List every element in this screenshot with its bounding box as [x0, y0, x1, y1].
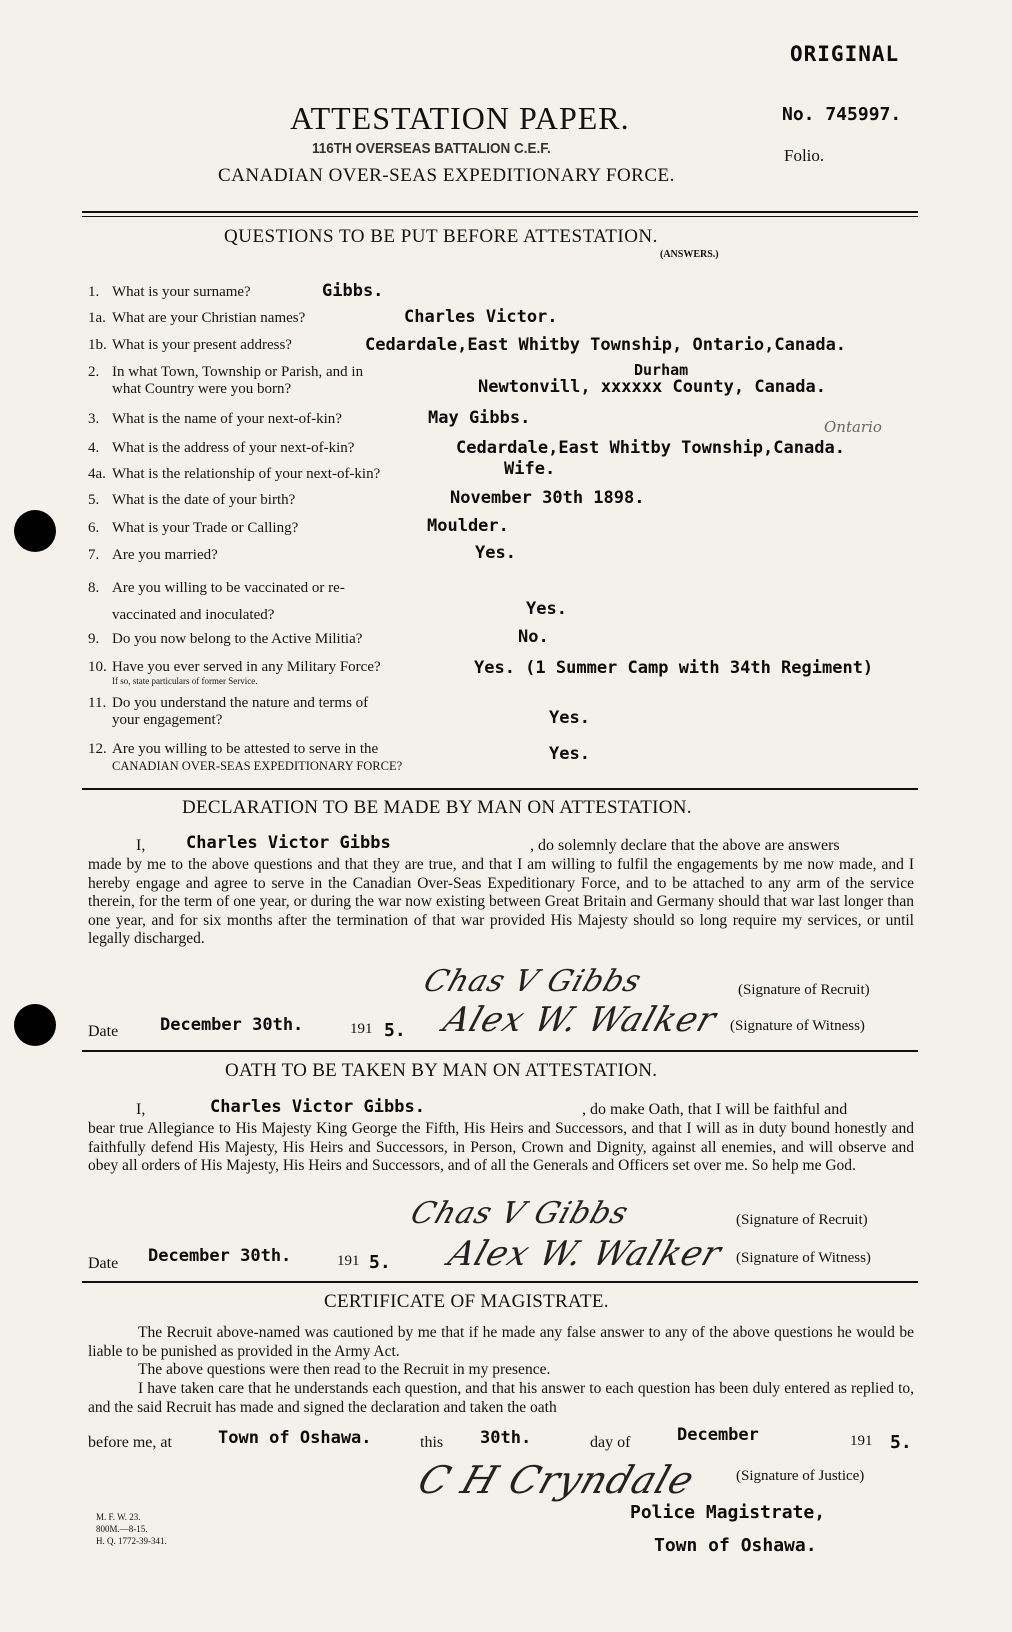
- magistrate-title-2: Town of Oshawa.: [654, 1535, 817, 1556]
- question-9: 9. Do you now belong to the Active Militia?: [88, 631, 363, 647]
- oath-rule: [82, 1281, 918, 1283]
- declaration-year-suffix: 5.: [384, 1020, 406, 1041]
- answer-4: Cedardale,East Whitby Township,Canada.: [456, 438, 845, 458]
- answer-9: No.: [518, 627, 549, 647]
- magistrate-day-of: day of: [590, 1434, 631, 1451]
- question-11: 11. Do you understand the nature and terms of your engagement?: [88, 695, 369, 728]
- justice-signature: C H Cryndale: [412, 1458, 701, 1502]
- answer-2-above: Durham: [634, 361, 689, 379]
- form-title: ATTESTATION PAPER.: [290, 100, 630, 136]
- question-4: 4. What is the address of your next-of-kin?: [88, 440, 355, 456]
- force-name: CANADIAN OVER-SEAS EXPEDITIONARY FORCE.: [218, 165, 675, 186]
- answer-1: Gibbs.: [322, 281, 384, 301]
- declaration-i: I,: [136, 837, 146, 854]
- magistrate-year-prefix: 191: [850, 1433, 873, 1449]
- declaration-recruit-signature: Chas V Gibbs: [419, 964, 647, 999]
- answer-11: Yes.: [549, 708, 590, 728]
- magistrate-this: this: [420, 1434, 444, 1451]
- oath-i: I,: [136, 1101, 146, 1118]
- folio-label: Folio.: [784, 146, 825, 165]
- answer-4a: Wife.: [504, 459, 556, 479]
- answer-10: Yes. (1 Summer Camp with 34th Regiment): [474, 658, 874, 678]
- declaration-year-prefix: 191: [350, 1021, 373, 1037]
- question-1: 1. What is your surname?: [88, 284, 251, 300]
- questions-rule: [82, 788, 918, 790]
- declaration-witness-label: (Signature of Witness): [730, 1018, 865, 1034]
- punch-hole-top: [14, 510, 56, 552]
- header-rule-2: [82, 216, 918, 217]
- oath-year-prefix: 191: [337, 1253, 360, 1269]
- declaration-body: made by me to the above questions and that they are true, and that I am willing to fulfil the engagements by me now made, and I hereby engage and agree to serve in the Canadian Over-Seas Expeditionary Force, and to be attached to any arm of the service therein, for the term of one year, or during the war now existing between Great Britain and Germany should that war last longer than one year, and for six months after the termination of that war provided His Majesty should so long require my services, or until legally discharged.: [88, 856, 914, 948]
- declaration-recruit-label: (Signature of Recruit): [738, 982, 870, 998]
- answer-7: Yes.: [475, 543, 516, 563]
- justice-label: (Signature of Justice): [736, 1468, 865, 1484]
- regimental-number: No. 745997.: [782, 104, 902, 125]
- declaration-date-value: December 30th.: [160, 1015, 304, 1035]
- question-10: 10. Have you ever served in any Military Force? $^{If so, state particulars of former Service.}$: [88, 659, 381, 686]
- question-12: 12. Are you willing to be attested to serve in the CANADIAN OVER-SEAS EXPEDITIONARY FORCE?: [88, 741, 403, 773]
- answer-1b: Cedardale,East Whitby Township, Ontario,Canada.: [365, 335, 847, 355]
- question-7: 7. Are you married?: [88, 547, 218, 563]
- oath-heading: OATH TO BE TAKEN BY MAN ON ATTESTATION.: [225, 1060, 658, 1081]
- magistrate-title-1: Police Magistrate,: [630, 1502, 826, 1523]
- footer-print-run: 800M.—8-15.: [96, 1524, 148, 1534]
- oath-witness-signature: Alex W. Walker: [443, 1234, 727, 1274]
- declaration-witness-signature: Alex W. Walker: [438, 1000, 722, 1040]
- oath-recruit-label: (Signature of Recruit): [736, 1212, 868, 1228]
- magistrate-place: Town of Oshawa.: [218, 1428, 372, 1448]
- question-1a: 1a. What are your Christian names?: [88, 310, 306, 326]
- battalion-stamp: 116TH OVERSEAS BATTALION C.E.F.: [312, 140, 551, 157]
- question-8: 8. Are you willing to be vaccinated or re- vaccinated and inoculated?: [88, 580, 345, 623]
- oath-recruit-signature: Chas V Gibbs: [406, 1196, 634, 1231]
- oath-line1: , do make Oath, that I will be faithful and: [582, 1101, 848, 1118]
- oath-date-value: December 30th.: [148, 1246, 292, 1266]
- magistrate-p2: The above questions were then read to the Recruit in my presence.: [138, 1361, 551, 1378]
- answer-1a: Charles Victor.: [404, 307, 558, 327]
- answer-8: Yes.: [526, 599, 567, 619]
- answer-4-above: Ontario: [824, 418, 882, 436]
- magistrate-p1: The Recruit above-named was cautioned by me that if he made any false answer to any of the above questions he would be liable to be punished as provided in the Army Act.: [88, 1324, 914, 1360]
- oath-name: Charles Victor Gibbs.: [210, 1097, 425, 1117]
- question-5: 5. What is the date of your birth?: [88, 492, 296, 508]
- answer-6: Moulder.: [427, 516, 509, 536]
- oath-witness-label: (Signature of Witness): [736, 1250, 871, 1266]
- declaration-rule: [82, 1050, 918, 1052]
- questions-heading: QUESTIONS TO BE PUT BEFORE ATTESTATION.: [224, 226, 658, 247]
- declaration-line1: , do solemnly declare that the above are answers: [530, 837, 840, 854]
- oath-year-suffix: 5.: [369, 1252, 391, 1273]
- answer-12: Yes.: [549, 744, 590, 764]
- original-stamp: ORIGINAL: [790, 42, 900, 66]
- magistrate-day: 30th.: [480, 1428, 532, 1448]
- magistrate-year-suffix: 5.: [890, 1432, 912, 1453]
- question-2: 2. In what Town, Township or Parish, and in what Country were you born?: [88, 364, 364, 397]
- footer-form-code: M. F. W. 23.: [96, 1512, 141, 1522]
- question-1b: 1b. What is your present address?: [88, 337, 292, 353]
- question-3: 3. What is the name of your next-of-kin?: [88, 411, 342, 427]
- oath-date-label: Date: [88, 1255, 119, 1272]
- magistrate-p3: I have taken care that he understands each question, and that his answer to each question has been duly entered as replied to, and the said Recruit has made and signed the declaration and taken the oath: [88, 1380, 914, 1416]
- declaration-date-label: Date: [88, 1023, 119, 1040]
- answers-label: (ANSWERS.): [660, 249, 719, 260]
- question-4a: 4a. What is the relationship of your next-of-kin?: [88, 466, 381, 482]
- answer-3: May Gibbs.: [428, 408, 531, 428]
- punch-hole-bottom: [14, 1004, 56, 1046]
- header-rule-1: [82, 211, 918, 213]
- answer-2: Newtonvill, xxxxxx County, Canada.: [478, 377, 826, 397]
- magistrate-before-me: before me, at: [88, 1434, 172, 1451]
- declaration-name: Charles Victor Gibbs: [186, 833, 391, 853]
- footer-hq-code: H. Q. 1772-39-341.: [96, 1536, 167, 1546]
- magistrate-heading: CERTIFICATE OF MAGISTRATE.: [324, 1291, 609, 1312]
- question-6: 6. What is your Trade or Calling?: [88, 520, 299, 536]
- magistrate-month: December: [677, 1425, 759, 1445]
- declaration-heading: DECLARATION TO BE MADE BY MAN ON ATTESTATION.: [182, 797, 692, 818]
- oath-body: bear true Allegiance to His Majesty King George the Fifth, His Heirs and Successors, and that I will as in duty bound honestly and faithfully defend His Majesty, His Heirs and Successors, in Person, Crown and Dignity, against all enemies, and will observe and obey all orders of His Majesty, His Heirs and Successors, and of all the Generals and Officers set over me. So help me God.: [88, 1120, 914, 1175]
- answer-5: November 30th 1898.: [450, 488, 645, 508]
